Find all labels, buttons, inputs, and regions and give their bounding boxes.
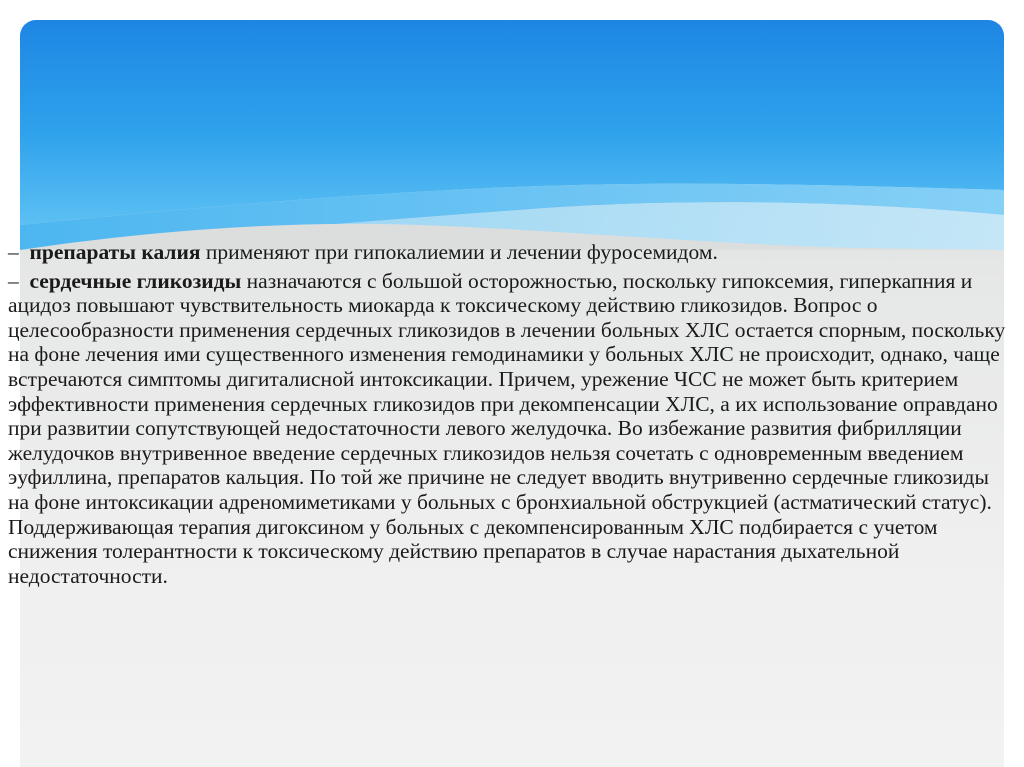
bullet-dash: – [8, 268, 19, 293]
bullet-glycosides [8, 269, 1008, 589]
bullet-term: сердечные гликозиды [29, 268, 242, 293]
bullet-text: назначаются с большой осторожностью, поскольку гипоксемия, гиперкапния и ацидоз повышают чувствительность миокарда к токсическому действию гликозидов. Вопрос о целесообразности применения сердечных гликозидов в лечении больных ХЛС остается спорным, поскольку на фоне лечения ими существенного изменения гемодинамики у больных ХЛС не происходит, однако, чаще встречаются симптомы дигиталисной интоксикации. Причем, урежение ЧСС не может быть критерием эффективности применения сердечных гликозидов при декомпенсации ХЛС, а их использование оправдано при развитии сопутствующей недостаточности левого желудочка. Во избежание развития фибрилляции желудочков внутривенное введение сердечных гликозидов нельзя сочетать с одновременным введением эуфиллина, препаратов кальция. По той же причине не следует вводить внутривенно сердечные гликозиды на фоне интоксикации адреномиметиками у больных с бронхиальной обструкцией (астматический статус). Поддерживающая терапия дигоксином у больных с декомпенсированным ХЛС подбирается с учетом снижения толерантности к токсическому действию препаратов в случае нарастания дыхательной недостаточности. [8, 268, 1006, 588]
bullet-text: применяют при гипокалиемии и лечении фуросемидом. [200, 240, 718, 264]
bullet-term: препараты калия [29, 240, 201, 264]
wave-banner [20, 20, 1004, 250]
bullet-dash: – [8, 240, 19, 264]
bullet-potassium [8, 240, 1008, 265]
slide-text [8, 240, 1008, 588]
